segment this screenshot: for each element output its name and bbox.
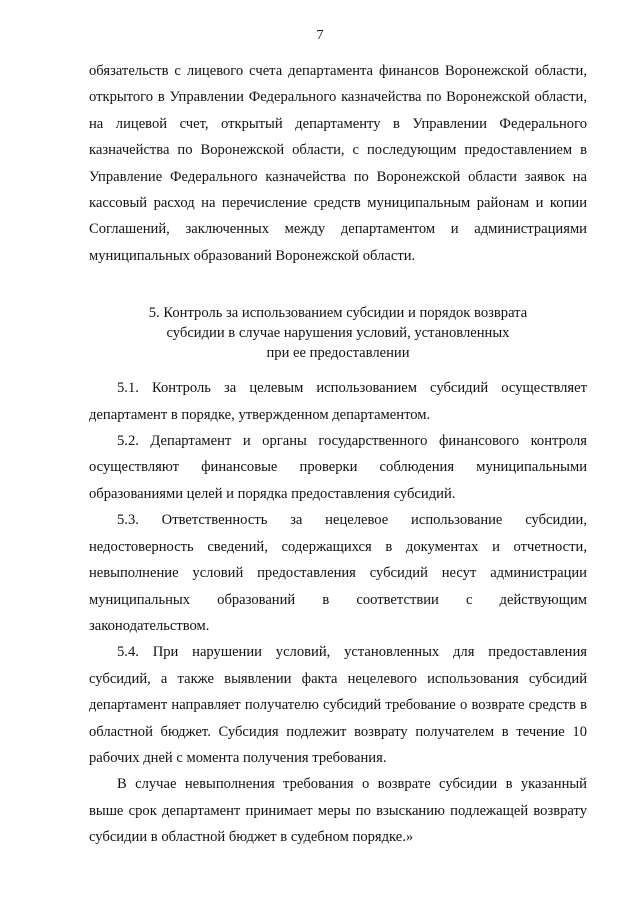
paragraph-5-1: 5.1. Контроль за целевым использованием субсидий осуществляет департамент в порядке, утвержденном департаментом. [89,380,587,423]
section-heading-line: субсидии в случае нарушения условий, установленных [166,325,510,342]
paragraph-5-4: 5.4. При нарушении условий, установленных для предоставления субсидий, а также выявлении факта нецелевого использования субсидий департамент направляет получателю субсидий требование о возврате средств в областной бюджет. Субсидия подлежит возврату получателем в течение 10 рабочих дней с момента получения требования. [89,644,587,766]
intro-paragraph: обязательств с лицевого счета департамента финансов Воронежской области, открытого в Управлении Федерального казначейства по Воронежской области, на лицевой счет, открытый департаменту в Управлении Федерального казначейства по Воронежской области, с последующим предоставлением в Управление Федерального казначейства по Воронежской области заявок на кассовый расход на перечисление средств муниципальным районам и копии Соглашений, заключенных между департаментом и администрациями муниципальных образований Воронежской области. [89,63,587,264]
section-heading-line: при ее предоставлении [266,345,410,362]
page-number: 7 [316,28,324,43]
paragraph-5-2: 5.2. Департамент и органы государственного финансового контроля осуществляют финансовые проверки соблюдения муниципальными образованиями целей и порядка предоставления субсидий. [89,433,587,502]
paragraph-5-3: 5.3. Ответственность за нецелевое использование субсидии, недостоверность сведений, содержащихся в документах и отчетности, невыполнение условий предоставления субсидий несут администрации муниципальных образований в соответствии с действующим законодательством. [89,512,587,634]
section-heading-line: 5. Контроль за использованием субсидии и порядок возврата [148,305,528,322]
paragraph-final: В случае невыполнения требования о возврате субсидии в указанный выше срок департамент принимает меры по взысканию подлежащей возврату субсидии в областной бюджет в судебном порядке.» [89,776,587,846]
section-heading [89,303,587,363]
document-body [89,58,587,851]
